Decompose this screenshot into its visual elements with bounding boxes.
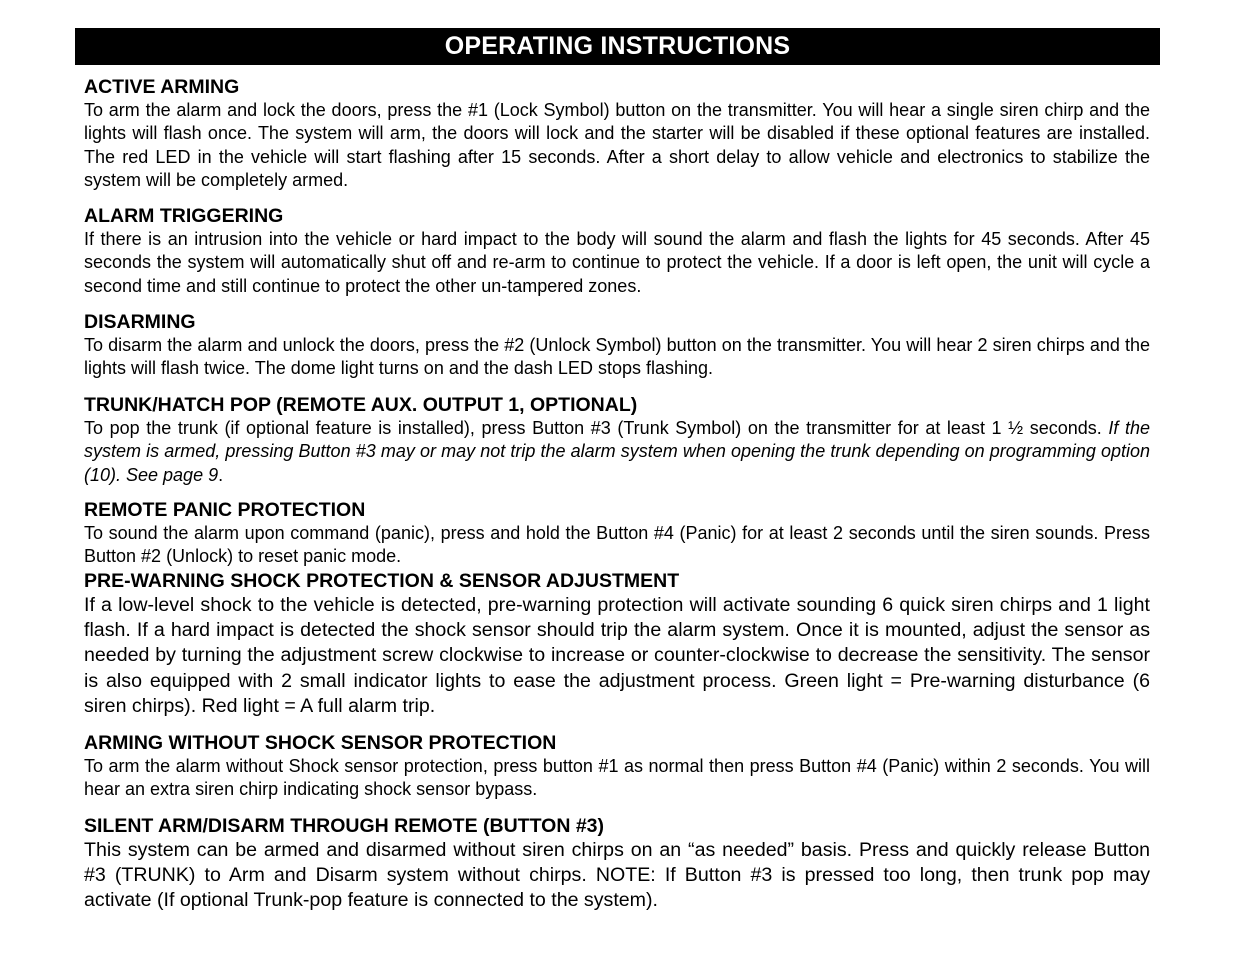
section-heading: SILENT ARM/DISARM THROUGH REMOTE (BUTTON #3) <box>84 815 604 837</box>
section-silent-arm-disarm <box>84 815 1150 914</box>
section-heading: ARMING WITHOUT SHOCK SENSOR PROTECTION <box>84 732 557 754</box>
section-disarming <box>84 311 1150 381</box>
section-alarm-triggering <box>84 205 1150 298</box>
section-body: To arm the alarm without Shock sensor protection, press button #1 as normal then press Button #4 (Panic) within 2 seconds. You will hear an extra siren chirp indicating shock sensor bypass. <box>84 756 1150 800</box>
section-heading: ACTIVE ARMING <box>84 76 240 98</box>
section-body: To disarm the alarm and unlock the doors, press the #2 (Unlock Symbol) button on the transmitter. You will hear 2 siren chirps and the lights will flash twice. The dome light turns on and the dash LED stops flashing. <box>84 335 1150 379</box>
page-title: OPERATING INSTRUCTIONS <box>75 28 1160 65</box>
body-italic-note: If the system is armed, pressing Button #3 may or may not trip the alarm system when opening the trunk depending on programming option (10). See page 9 <box>84 418 1150 485</box>
section-remote-panic-protection <box>84 499 1150 569</box>
section-heading: DISARMING <box>84 311 196 333</box>
section-active-arming <box>84 76 1150 192</box>
body-text: To pop the trunk (if optional feature is installed), press Button #3 (Trunk Symbol) on the transmitter for at least 1 ½ seconds. <box>84 418 1109 438</box>
section-body: This system can be armed and disarmed without siren chirps on an “as needed” basis. Press and quickly release Button #3 (TRUNK) to Arm and Disarm system without chirps. NOTE: If Button #3 is pressed too long, then trunk pop may activate (If optional Trunk-pop feature is connected to the system). <box>84 839 1150 912</box>
section-body <box>84 417 1150 487</box>
section-heading: PRE-WARNING SHOCK PROTECTION & SENSOR ADJUSTMENT <box>84 570 680 592</box>
section-body: To sound the alarm upon command (panic), press and hold the Button #4 (Panic) for at least 2 seconds until the siren sounds. Press Button #2 (Unlock) to reset panic mode. <box>84 523 1150 567</box>
section-body: If a low-level shock to the vehicle is detected, pre-warning protection will activate sounding 6 quick siren chirps and 1 light flash. If a hard impact is detected the shock sensor should trip the alarm system. Once it is mounted, adjust the sensor as needed by turning the adjustment screw clockwise to increase or counter-clockwise to decrease the sensitivity. The sensor is also equipped with 2 small indicator lights to ease the adjustment process. Green light = Pre-warning disturbance (6 siren chirps). Red light = A full alarm trip. <box>84 594 1150 717</box>
section-heading: REMOTE PANIC PROTECTION <box>84 499 366 521</box>
section-arming-without-shock <box>84 732 1150 802</box>
section-body: To arm the alarm and lock the doors, press the #1 (Lock Symbol) button on the transmitter. You will hear a single siren chirp and the lights will flash once. The system will arm, the doors will lock and the starter will be disabled if these optional features are installed. The red LED in the vehicle will start flashing after 15 seconds. After a short delay to allow vehicle and electronics to stabilize the system will be completely armed. <box>84 100 1150 190</box>
section-trunk-hatch-pop <box>84 394 1150 487</box>
section-body: If there is an intrusion into the vehicle or hard impact to the body will sound the alarm and flash the lights for 45 seconds. After 45 seconds the system will automatically shut off and re-arm to continue to protect the vehicle. If a door is left open, the unit will cycle a second time and still continue to protect the other un-tampered zones. <box>84 229 1150 296</box>
section-heading: ALARM TRIGGERING <box>84 205 284 227</box>
body-end: . <box>218 464 224 485</box>
section-heading: TRUNK/HATCH POP (REMOTE AUX. OUTPUT 1, OPTIONAL) <box>84 394 638 416</box>
section-pre-warning-shock <box>84 570 1150 719</box>
